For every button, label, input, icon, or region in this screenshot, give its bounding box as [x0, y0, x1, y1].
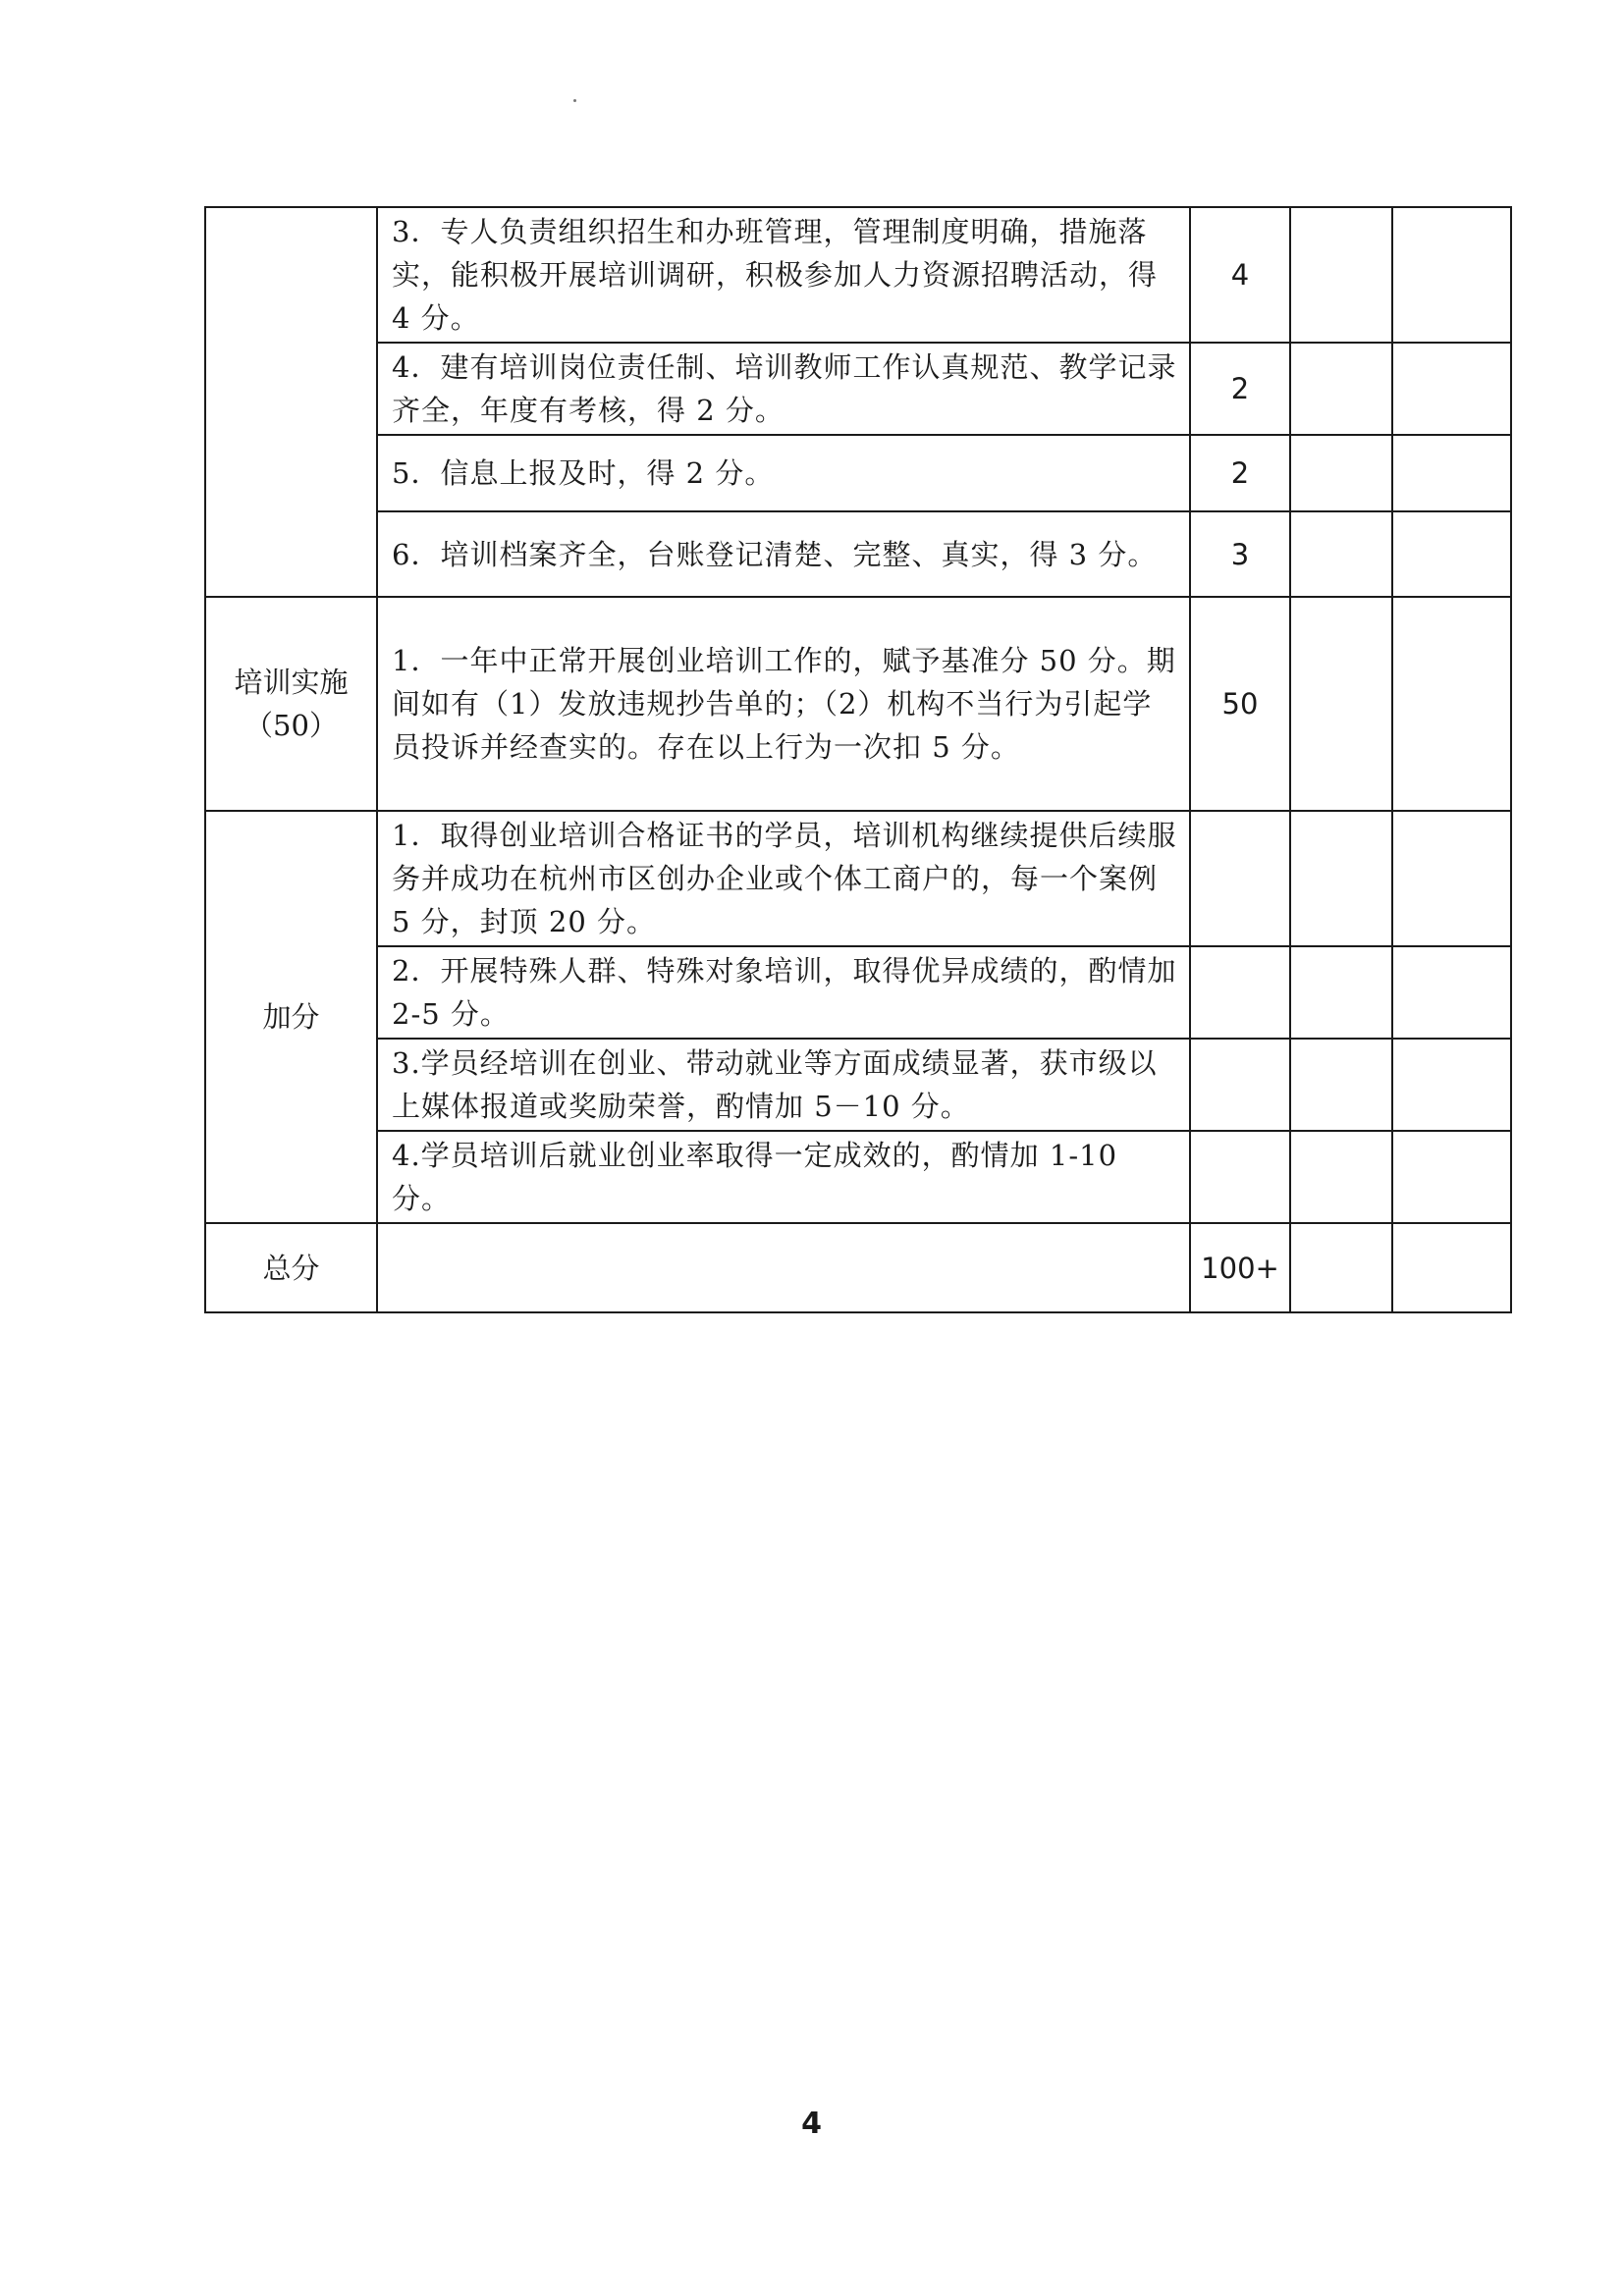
- self-score-cell: [1290, 1131, 1392, 1223]
- max-score: [1190, 811, 1290, 946]
- review-score-cell: [1392, 597, 1511, 811]
- category-cell: [205, 597, 377, 811]
- page-number: 4: [801, 2107, 822, 2141]
- criterion-text: 3．专人负责组织招生和办班管理，管理制度明确，措施落实，能积极开展培训调研，积极参加人力资源招聘活动，得 4 分。: [377, 207, 1190, 343]
- review-score-cell: [1392, 811, 1511, 946]
- table-row: [205, 597, 1511, 811]
- table-row: [205, 435, 1511, 511]
- max-score: [1190, 946, 1290, 1039]
- self-score-cell: [1290, 811, 1392, 946]
- review-score-cell: [1392, 1131, 1511, 1223]
- criterion-text: 1．取得创业培训合格证书的学员，培训机构继续提供后续服务并成功在杭州市区创办企业或个体工商户的，每一个案例 5 分，封顶 20 分。: [377, 811, 1190, 946]
- criterion-text: 4.学员培训后就业创业率取得一定成效的，酌情加 1-10 分。: [377, 1131, 1190, 1223]
- scan-speck: [573, 99, 576, 102]
- review-score-cell: [1392, 511, 1511, 597]
- max-score: 2: [1190, 435, 1290, 511]
- scoring-table: [204, 206, 1512, 1313]
- table-row: [205, 946, 1511, 1039]
- table-row: [205, 1039, 1511, 1131]
- table-row: [205, 811, 1511, 946]
- max-score: 4: [1190, 207, 1290, 343]
- criterion-text: 5．信息上报及时，得 2 分。: [377, 435, 1190, 511]
- review-score-cell: [1392, 1223, 1511, 1312]
- total-score: 100+: [1190, 1223, 1290, 1312]
- self-score-cell: [1290, 207, 1392, 343]
- self-score-cell: [1290, 1039, 1392, 1131]
- self-score-cell: [1290, 1223, 1392, 1312]
- review-score-cell: [1392, 946, 1511, 1039]
- review-score-cell: [1392, 1039, 1511, 1131]
- max-score: [1190, 1131, 1290, 1223]
- review-score-cell: [1392, 343, 1511, 435]
- total-label: 总分: [205, 1223, 377, 1312]
- table-row: [205, 343, 1511, 435]
- criterion-text: [377, 1223, 1190, 1312]
- table-row: [205, 1223, 1511, 1312]
- max-score: 2: [1190, 343, 1290, 435]
- criterion-text: 4．建有培训岗位责任制、培训教师工作认真规范、教学记录齐全，年度有考核，得 2 分。: [377, 343, 1190, 435]
- criterion-text: 2．开展特殊人群、特殊对象培训，取得优异成绩的，酌情加 2-5 分。: [377, 946, 1190, 1039]
- review-score-cell: [1392, 207, 1511, 343]
- criterion-text: 1．一年中正常开展创业培训工作的，赋予基准分 50 分。期间如有（1）发放违规抄告单的；（2）机构不当行为引起学员投诉并经查实的。存在以上行为一次扣 5 分。: [377, 597, 1190, 811]
- table-row: [205, 1131, 1511, 1223]
- review-score-cell: [1392, 435, 1511, 511]
- self-score-cell: [1290, 343, 1392, 435]
- category-label: 培训实施（50）: [234, 666, 349, 742]
- category-cell: [205, 207, 377, 597]
- table-row: [205, 207, 1511, 343]
- table-row: [205, 511, 1511, 597]
- self-score-cell: [1290, 597, 1392, 811]
- max-score: [1190, 1039, 1290, 1131]
- criterion-text: 3.学员经培训在创业、带动就业等方面成绩显著，获市级以上媒体报道或奖励荣誉，酌情加 5－10 分。: [377, 1039, 1190, 1131]
- category-cell: 加分: [205, 811, 377, 1223]
- max-score: 3: [1190, 511, 1290, 597]
- criterion-text: 6．培训档案齐全，台账登记清楚、完整、真实，得 3 分。: [377, 511, 1190, 597]
- self-score-cell: [1290, 435, 1392, 511]
- max-score: 50: [1190, 597, 1290, 811]
- self-score-cell: [1290, 946, 1392, 1039]
- self-score-cell: [1290, 511, 1392, 597]
